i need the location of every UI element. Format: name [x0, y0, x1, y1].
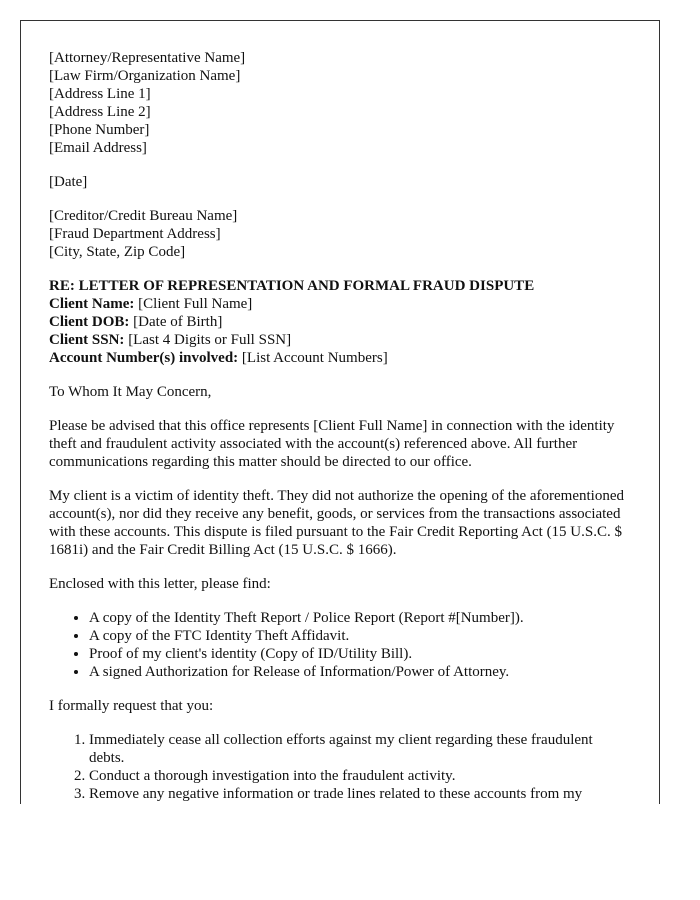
- sender-email: [Email Address]: [49, 140, 147, 156]
- field-label: Account Number(s) involved:: [49, 350, 239, 366]
- sender-firm: [Law Firm/Organization Name]: [49, 68, 241, 84]
- requests-list: [49, 731, 631, 803]
- sender-address: [49, 49, 631, 157]
- client-name-value: [Client Full Name]: [134, 296, 253, 312]
- salutation: To Whom It May Concern,: [49, 384, 212, 400]
- request-intro: I formally request that you:: [49, 698, 214, 714]
- sender-phone: [Phone Number]: [49, 122, 150, 138]
- paragraph-identity-theft: My client is a victim of identity theft. They did not authorize the opening of the aforementioned account(s), nor did they receive any benefit, goods, or services from the transactions associated with these accounts. This dispute is filed pursuant to the Fair Credit Reporting Act (15 U.S.C. $ 1681i) and the Fair Credit Billing Act (15 U.S.C. $ 1666).: [49, 488, 624, 558]
- paragraph-enclosed: Enclosed with this letter, please find:: [49, 576, 271, 592]
- sender-name: [Attorney/Representative Name]: [49, 50, 246, 66]
- re-block: [49, 277, 631, 367]
- list-item: • A copy of the FTC Identity Theft Affidavit.: [89, 627, 631, 645]
- list-item: • A signed Authorization for Release of Information/Power of Attorney.: [89, 663, 631, 681]
- letter-page: [20, 20, 660, 804]
- list-item: • A copy of the Identity Theft Report / Police Report (Report #[Number]).: [89, 609, 631, 627]
- letter-date: [Date]: [49, 174, 88, 190]
- recipient-city: [City, State, Zip Code]: [49, 244, 186, 260]
- list-item: 1. Immediately cease all collection efforts against my client regarding these fraudulent debts.: [89, 731, 631, 767]
- sender-address-line-1: [Address Line 1]: [49, 86, 151, 102]
- account-numbers-value: [List Account Numbers]: [238, 350, 388, 366]
- recipient-department: [Fraud Department Address]: [49, 226, 221, 242]
- re-title: RE: LETTER OF REPRESENTATION AND FORMAL FRAUD DISPUTE: [49, 278, 535, 294]
- client-ssn-value: [Last 4 Digits or Full SSN]: [124, 332, 292, 348]
- recipient-name: [Creditor/Credit Bureau Name]: [49, 208, 238, 224]
- enclosures-list: [49, 609, 631, 681]
- list-item: 3. Remove any negative information or trade lines related to these accounts from my: [89, 785, 631, 803]
- recipient-address: [49, 207, 631, 261]
- client-dob-value: [Date of Birth]: [129, 314, 223, 330]
- field-label: Client DOB:: [49, 314, 130, 330]
- list-item: 2. Conduct a thorough investigation into the fraudulent activity.: [89, 767, 631, 785]
- sender-address-line-2: [Address Line 2]: [49, 104, 151, 120]
- field-label: Client SSN:: [49, 332, 125, 348]
- paragraph-representation: Please be advised that this office represents [Client Full Name] in connection with the identity theft and fraudulent activity associated with the account(s) referenced above. All further communications regarding this matter should be directed to our office.: [49, 418, 615, 470]
- field-label: Client Name:: [49, 296, 135, 312]
- list-item: • Proof of my client's identity (Copy of ID/Utility Bill).: [89, 645, 631, 663]
